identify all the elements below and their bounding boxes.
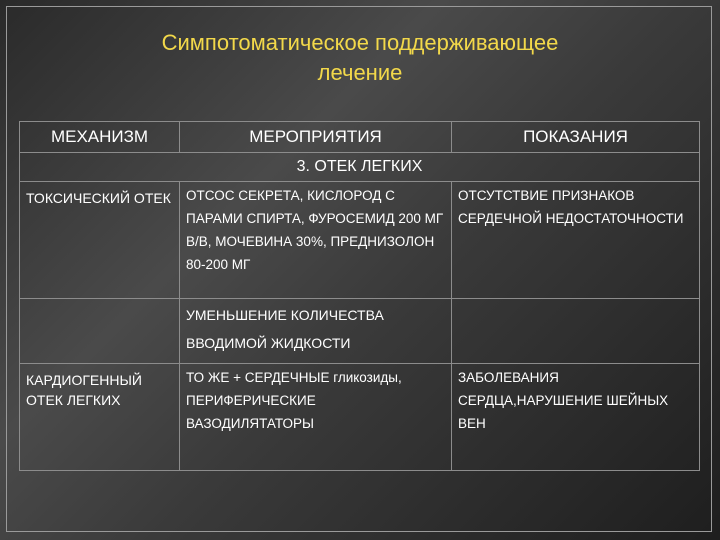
table-row (20, 299, 700, 364)
measures-cell: УМЕНЬШЕНИЕ КОЛИЧЕСТВА ВВОДИМОЙ ЖИДКОСТИ (180, 299, 452, 364)
measures-cell: ТО ЖЕ + СЕРДЕЧНЫЕ гликозиды, ПЕРИФЕРИЧЕСКИЕ ВАЗОДИЛЯТАТОРЫ (180, 364, 452, 471)
header-row (20, 122, 700, 153)
slide-title (0, 28, 720, 88)
indications-cell (452, 299, 700, 364)
section-row (20, 153, 700, 182)
mechanism-cell (20, 299, 180, 364)
indications-cell: ЗАБОЛЕВАНИЯ СЕРДЦА,НАРУШЕНИЕ ШЕЙНЫХ ВЕН (452, 364, 700, 471)
treatment-table (19, 121, 700, 471)
table-row (20, 182, 700, 299)
measures-cell: ОТСОС СЕКРЕТА, КИСЛОРОД С ПАРАМИ СПИРТА, ФУРОСЕМИД 200 МГ В/В, МОЧЕВИНА 30%, ПРЕДНИЗОЛОН 80-200 МГ (180, 182, 452, 299)
header-indications: ПОКАЗАНИЯ (452, 122, 700, 153)
table-row (20, 364, 700, 471)
title-line-2: лечение (317, 60, 403, 85)
section-title: 3. ОТЕК ЛЕГКИХ (20, 153, 700, 182)
mechanism-cell: КАРДИОГЕННЫЙ ОТЕК ЛЕГКИХ (20, 364, 180, 471)
title-line-1: Симпотоматическое поддерживающее (161, 30, 559, 55)
header-measures: МЕРОПРИЯТИЯ (180, 122, 452, 153)
header-mechanism: МЕХАНИЗМ (20, 122, 180, 153)
indications-cell: ОТСУТСТВИЕ ПРИЗНАКОВ СЕРДЕЧНОЙ НЕДОСТАТОЧНОСТИ (452, 182, 700, 299)
mechanism-cell: ТОКСИЧЕСКИЙ ОТЕК (20, 182, 180, 299)
